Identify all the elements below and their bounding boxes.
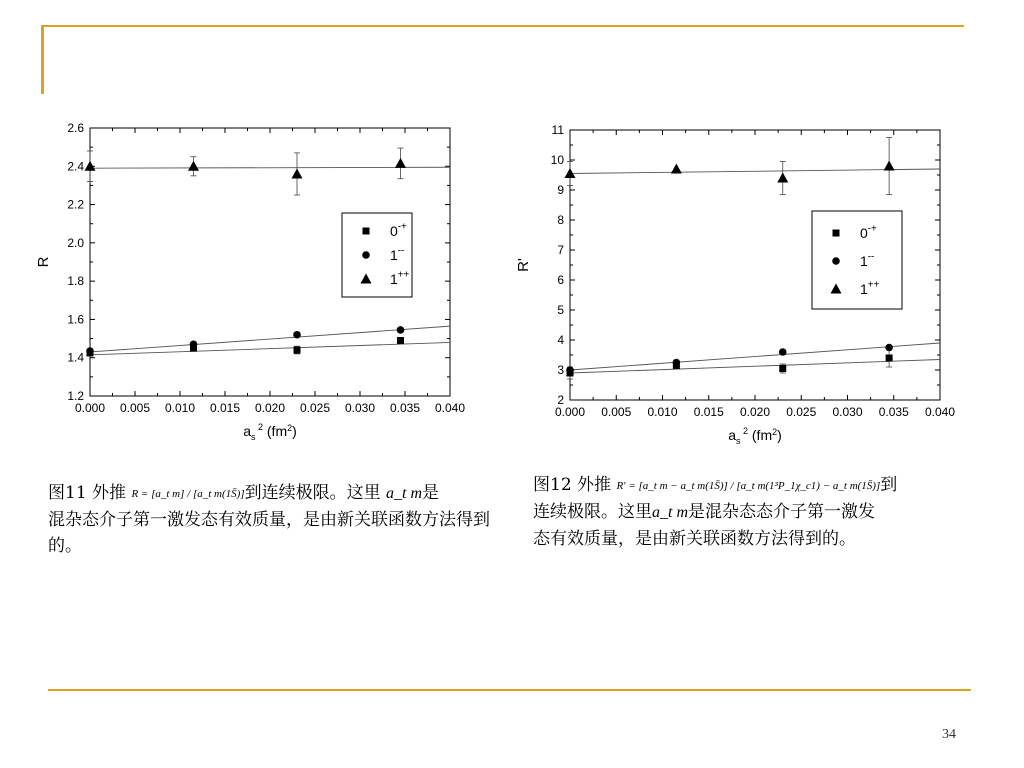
figure-12-symbol: a_t m <box>652 503 688 521</box>
legend-label: 1-- <box>390 245 405 263</box>
y-tick-label: 1.8 <box>67 274 84 289</box>
data-point-triangle <box>292 168 303 178</box>
figure-11-caption <box>48 480 518 559</box>
x-tick-label: 0.015 <box>209 401 241 415</box>
left-rule <box>41 25 44 94</box>
top-rule <box>41 25 964 27</box>
x-tick-label: 0.020 <box>254 401 286 415</box>
data-point-circle <box>566 366 574 374</box>
data-point-circle <box>190 341 198 349</box>
legend-marker-square <box>833 230 840 237</box>
y-tick-label: 6 <box>557 273 564 287</box>
figure-12-line2a: 连续极限。这里 <box>533 501 652 522</box>
x-tick-label: 0.040 <box>924 405 956 419</box>
data-point-circle <box>397 326 405 334</box>
y-axis-label: R <box>35 256 52 268</box>
bottom-rule <box>48 689 971 691</box>
legend-label: 1++ <box>860 279 880 297</box>
y-tick-label: 10 <box>550 153 564 167</box>
data-point-square <box>779 365 786 372</box>
legend-marker-circle <box>362 251 370 259</box>
figure-12-lead: 图12 外推 <box>533 475 612 495</box>
y-tick-label: 7 <box>557 243 564 257</box>
y-tick-label: 8 <box>557 213 564 227</box>
chart-r-extrapolation <box>30 118 480 463</box>
data-point-triangle <box>188 161 199 171</box>
x-tick-label: 0.030 <box>832 405 863 419</box>
figure-11-symbol: a_t m <box>386 485 423 502</box>
y-tick-label: 5 <box>557 303 564 317</box>
data-point-triangle <box>395 158 406 168</box>
figure-11-lead: 图11 外推 <box>48 483 127 503</box>
figure-11-tail1: 到连续极限。这里 <box>244 483 381 503</box>
y-tick-label: 2.2 <box>67 197 84 212</box>
x-tick-label: 0.000 <box>554 405 586 419</box>
y-tick-label: 1.6 <box>67 312 84 327</box>
legend-marker-circle <box>832 257 840 265</box>
y-tick-label: 1.4 <box>67 350 84 365</box>
x-tick-label: 0.020 <box>739 405 771 419</box>
y-tick-label: 9 <box>557 183 564 197</box>
data-point-circle <box>86 347 94 355</box>
x-tick-label: 0.005 <box>119 401 151 415</box>
data-point-square <box>294 347 301 354</box>
y-tick-label: 1.2 <box>67 389 84 403</box>
data-point-triangle <box>565 168 576 178</box>
legend-label: 1-- <box>860 251 875 269</box>
legend-label: 0-+ <box>860 223 877 241</box>
figure-12-caption <box>533 472 1003 552</box>
figure-11-formula: R = [a_t m] / [a_t m(1S̄)] <box>131 487 245 500</box>
data-point-circle <box>293 331 301 339</box>
x-tick-label: 0.010 <box>647 405 678 419</box>
x-tick-label: 0.005 <box>601 405 632 419</box>
x-tick-label: 0.010 <box>164 401 196 415</box>
chart-r-prime-extrapolation <box>515 118 975 468</box>
x-tick-label: 0.035 <box>878 405 909 419</box>
figure-11-tail2: 是 <box>422 483 440 503</box>
y-tick-label: 3 <box>557 363 564 377</box>
x-tick-label: 0.025 <box>786 405 817 419</box>
figure-12-line3: 态有效质量，是由新关联函数方法得到的。 <box>533 528 856 549</box>
y-tick-label: 11 <box>551 123 564 137</box>
data-point-triangle <box>671 164 682 174</box>
x-tick-label: 0.000 <box>74 401 106 415</box>
data-point-circle <box>885 344 893 352</box>
x-axis-label: $a_s$ $^2$ $(fm^2)$ <box>728 426 782 446</box>
y-axis-label: R' <box>515 258 532 272</box>
figure-11-rest: 混杂态介子第一激发态有效质量，是由新关联函数方法得到的。 <box>48 510 490 556</box>
fit-line-circle <box>90 326 450 352</box>
fit-line-square <box>90 342 450 354</box>
data-point-circle <box>779 348 787 356</box>
x-tick-label: 0.030 <box>344 401 376 415</box>
y-tick-label: 2.6 <box>67 121 84 135</box>
figure-12-tail1: 到 <box>880 475 898 495</box>
x-tick-label: 0.035 <box>389 401 421 415</box>
data-point-square <box>397 337 404 344</box>
data-point-circle <box>673 359 681 367</box>
y-tick-label: 2.4 <box>67 159 84 174</box>
data-point-square <box>886 355 893 362</box>
x-axis-label: $a_s$ $^2$ $(fm^2)$ <box>243 422 297 442</box>
y-tick-label: 2 <box>557 393 564 407</box>
y-tick-label: 2.0 <box>67 235 84 250</box>
x-tick-label: 0.040 <box>434 401 466 415</box>
figure-12-line2b: 是混杂态态介子第一激发 <box>688 501 875 522</box>
data-point-triangle <box>85 161 96 171</box>
x-tick-label: 0.015 <box>693 405 724 419</box>
legend-label: 0-+ <box>390 221 407 239</box>
data-point-triangle <box>884 161 895 171</box>
x-tick-label: 0.025 <box>299 401 331 415</box>
legend-label: 1++ <box>390 269 410 287</box>
legend-marker-square <box>363 228 370 235</box>
figure-12-formula: R′ = [a_t m − a_t m(1S̄)] / [a_t m(1³P_1χ_c1) − a_t m(1S̄)] <box>616 479 881 492</box>
data-point-triangle <box>777 173 788 183</box>
y-tick-label: 4 <box>557 333 564 347</box>
page-number: 34 <box>942 727 956 742</box>
legend-box <box>812 211 902 309</box>
